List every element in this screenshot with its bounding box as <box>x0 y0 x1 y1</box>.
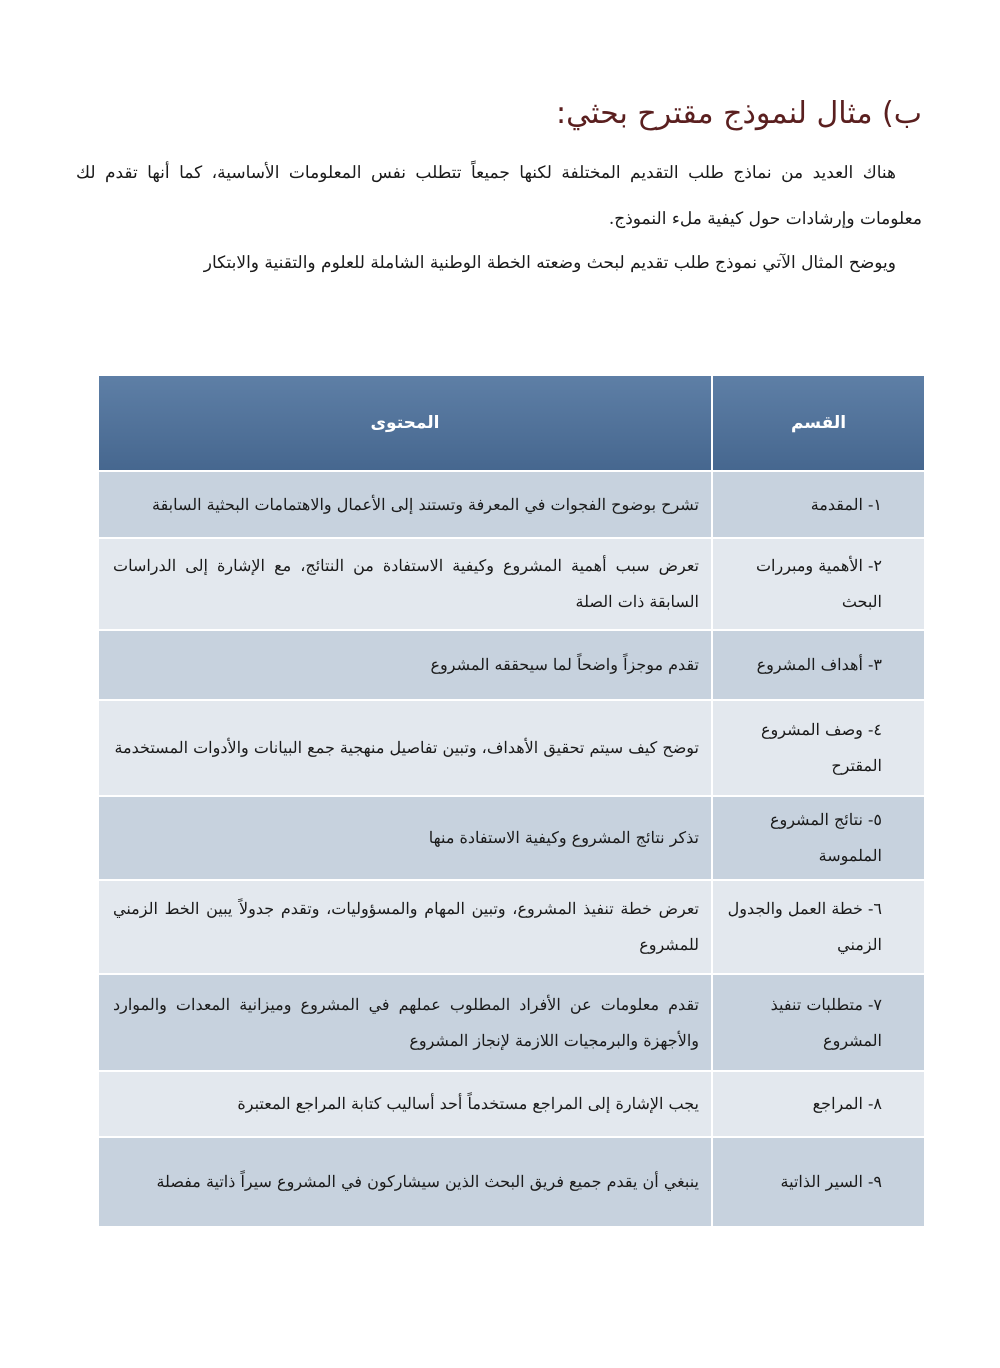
row-content-cell: تعرض خطة تنفيذ المشروع، وتبين المهام والمسؤوليات، وتقدم جدولاً يبين الخط الزمني للمشروع <box>99 880 712 974</box>
table-row <box>99 974 924 1071</box>
row-section-cell: ١- المقدمة <box>712 471 924 538</box>
table-row <box>99 700 924 796</box>
table-row <box>99 471 924 538</box>
table-row <box>99 796 924 880</box>
table-row <box>99 880 924 974</box>
row-content-cell: تذكر نتائج المشروع وكيفية الاستفادة منها <box>99 796 712 880</box>
intro-paragraph <box>76 150 922 242</box>
proposal-table-container <box>99 376 924 1226</box>
intro-paragraph-text: هناك العديد من نماذج طلب التقديم المختلفة لكنها جميعاً تتطلب نفس المعلومات الأساسية، كما أنها تقدم لك معلومات وإرشادات حول كيفية ملء النموذج. <box>76 163 922 229</box>
table-row <box>99 1137 924 1226</box>
example-paragraph <box>76 240 922 286</box>
row-content-cell: تعرض سبب أهمية المشروع وكيفية الاستفادة من النتائج، مع الإشارة إلى الدراسات السابقة ذات الصلة <box>99 538 712 630</box>
row-content-cell: ينبغي أن يقدم جميع فريق البحث الذين سيشاركون في المشروع سيراً ذاتية مفصلة <box>99 1137 712 1226</box>
table-row <box>99 1071 924 1137</box>
table-row <box>99 538 924 630</box>
row-content-cell: تشرح بوضوح الفجوات في المعرفة وتستند إلى الأعمال والاهتمامات البحثية السابقة <box>99 471 712 538</box>
row-section-cell: ٨- المراجع <box>712 1071 924 1137</box>
row-section-cell: ٥- نتائج المشروع الملموسة <box>712 796 924 880</box>
row-section-cell: ٧- متطلبات تنفيذ المشروع <box>712 974 924 1071</box>
row-content-cell: تقدم موجزاً واضحاً لما سيحققه المشروع <box>99 630 712 700</box>
row-section-cell: ٩- السير الذاتية <box>712 1137 924 1226</box>
table-header-row <box>99 376 924 471</box>
row-content-cell: تقدم معلومات عن الأفراد المطلوب عملهم في المشروع وميزانية المعدات والموارد والأجهزة والبرمجيات اللازمة لإنجاز المشروع <box>99 974 712 1071</box>
header-section: القسم <box>712 376 924 471</box>
row-section-cell: ٣- أهداف المشروع <box>712 630 924 700</box>
table-row <box>99 630 924 700</box>
row-content-cell: يجب الإشارة إلى المراجع مستخدماً أحد أساليب كتابة المراجع المعتبرة <box>99 1071 712 1137</box>
example-paragraph-text: ويوضح المثال الآتي نموذج طلب تقديم لبحث وضعته الخطة الوطنية الشاملة للعلوم والتقنية والابتكار <box>203 253 896 273</box>
page-heading: ب) مثال لنموذج مقترح بحثي: <box>555 96 922 131</box>
header-content: المحتوى <box>99 376 712 471</box>
row-section-cell: ٤- وصف المشروع المقترح <box>712 700 924 796</box>
row-section-cell: ٢- الأهمية ومبررات البحث <box>712 538 924 630</box>
row-section-cell: ٦- خطة العمل والجدول الزمني <box>712 880 924 974</box>
row-content-cell: توضح كيف سيتم تحقيق الأهداف، وتبين تفاصيل منهجية جمع البيانات والأدوات المستخدمة <box>99 700 712 796</box>
proposal-table <box>99 376 924 1226</box>
